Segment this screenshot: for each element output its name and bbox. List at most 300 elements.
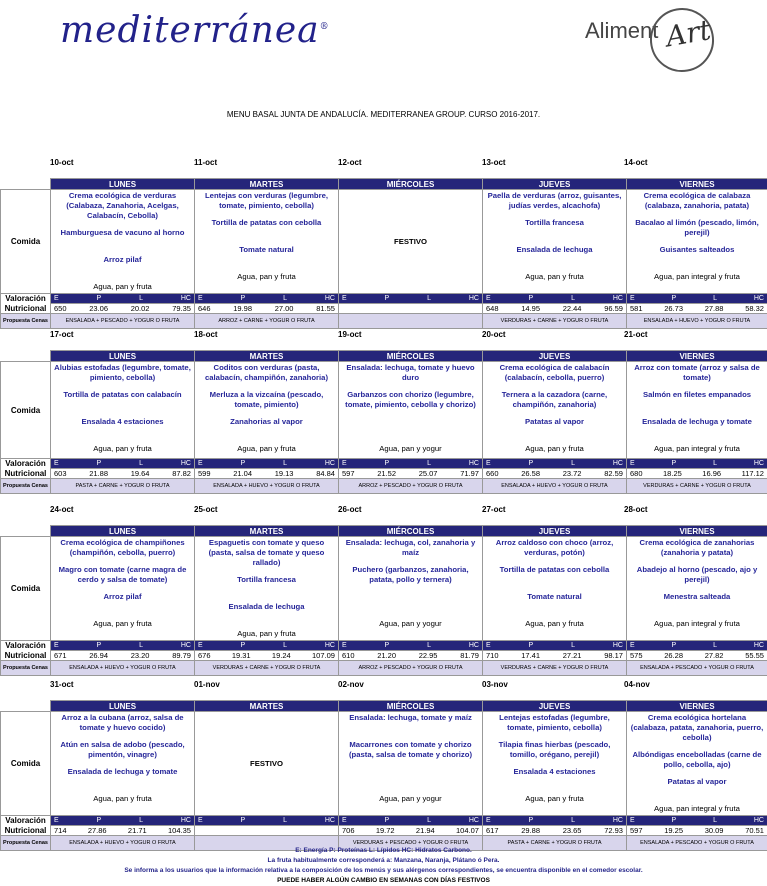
week-menu-table — [0, 350, 767, 494]
second-course: Tortilla de patatas con cebolla — [211, 218, 322, 227]
nutrition-value: 19.64 — [130, 469, 150, 478]
nutrition-header-label: L — [713, 460, 717, 467]
second-course: Tortilla francesa — [525, 218, 584, 227]
nutrition-value: 671 — [54, 651, 67, 660]
second-course: Tortilla francesa — [237, 575, 296, 584]
nutrition-header-label: P — [240, 295, 246, 302]
dinner-proposal: VERDURAS + CARNE + YOGUR O FRUTA — [483, 661, 627, 676]
nutrition-header-label: P — [671, 295, 677, 302]
nutrition-header-label: HC — [753, 460, 764, 467]
day-header: VIERNES — [627, 351, 767, 362]
nutrition-value: 25.07 — [418, 469, 438, 478]
first-course: Crema ecológica de verduras (Calabaza, Zanahoria, Acelgas, Calabacín, Cebolla) — [66, 191, 179, 220]
meal-cell — [627, 712, 767, 816]
nutrition-value: 20.02 — [130, 304, 150, 313]
nutrition-values — [195, 651, 339, 661]
propuesta-cenas-label: Propuesta Cenas — [1, 836, 51, 851]
nutrition-header-label: L — [283, 295, 287, 302]
nutrition-header-label: L — [571, 295, 575, 302]
drink-bread-dessert: Agua, pan y fruta — [525, 444, 584, 453]
nutrition-value: 55.55 — [745, 651, 764, 660]
nutrition-header — [195, 641, 339, 651]
nutrition-value: 22.44 — [562, 304, 582, 313]
nutrition-values — [627, 469, 767, 479]
drink-bread-dessert: Agua, pan y fruta — [525, 272, 584, 281]
dinner-proposal: ARROZ + PESCADO + YOGUR O FRUTA — [339, 661, 483, 676]
nutrition-header-label: P — [240, 460, 246, 467]
day-date: 24-oct — [50, 505, 74, 514]
nutrition-value: 19.72 — [375, 826, 395, 835]
nutrition-values — [51, 826, 195, 836]
nutrition-header-label: E — [630, 295, 635, 302]
nutrition-header-label: P — [384, 817, 390, 824]
nutrition-header-label: E — [54, 295, 59, 302]
nutrition-value: 98.17 — [604, 651, 623, 660]
meal-cell — [51, 190, 195, 294]
valoracion-label: Valoración — [1, 294, 51, 304]
valoracion-label: Valoración — [1, 816, 51, 826]
day-header: MARTES — [195, 351, 339, 362]
day-header: JUEVES — [483, 351, 627, 362]
week-menu-table — [0, 178, 767, 329]
nutrition-values — [627, 651, 767, 661]
nutrition-value: 19.31 — [231, 651, 251, 660]
day-date: 12-oct — [338, 158, 362, 167]
art-circle-logo: Art — [645, 3, 719, 77]
day-date: 21-oct — [624, 330, 648, 339]
nutrition-header-label: E — [54, 460, 59, 467]
nutrition-header-label: HC — [753, 817, 764, 824]
nutrition-header — [339, 641, 483, 651]
week-menu-table — [0, 700, 767, 851]
dinner-proposal: ARROZ + CARNE + YOGUR O FRUTA — [195, 314, 339, 329]
nutrition-header — [339, 816, 483, 826]
nutrition-header-label: HC — [612, 642, 623, 649]
second-course: Magro con tomate (carne magra de cerdo y salsa de tomate) — [58, 565, 187, 584]
first-course: Ensalada: lechuga, col, zanahoria y maíz — [345, 538, 476, 557]
dinner-proposal: VERDURAS + PESCADO + YOGUR O FRUTA — [339, 836, 483, 851]
nutrition-value: 23.06 — [89, 304, 108, 313]
nutrition-value: 21.52 — [377, 469, 396, 478]
meal-cell — [627, 537, 767, 641]
nutrition-value: 89.79 — [172, 651, 191, 660]
nutrition-header-label: E — [342, 642, 347, 649]
nutrition-value: 79.35 — [172, 304, 191, 313]
nutrition-header-label: E — [486, 295, 491, 302]
drink-bread-dessert: Agua, pan integral y fruta — [654, 272, 740, 281]
nutrition-header-label: E — [630, 817, 635, 824]
nutrition-value: 71.97 — [460, 469, 479, 478]
nutrition-header — [195, 459, 339, 469]
side-dish: Ensalada 4 estaciones — [513, 767, 596, 776]
nutrition-header-label: L — [139, 642, 143, 649]
nutrition-header-label: L — [427, 817, 431, 824]
comida-label: Comida — [1, 712, 51, 816]
nutrition-value: 676 — [198, 651, 211, 660]
nutrition-value: 27.00 — [274, 304, 294, 313]
nutrition-header — [51, 294, 195, 304]
week-block — [0, 330, 767, 500]
nutrition-value: 19.24 — [271, 651, 291, 660]
nutrition-header-label: P — [528, 295, 534, 302]
nutrition-values — [339, 651, 483, 661]
nutrition-values — [195, 304, 339, 314]
nutrition-value: 19.13 — [274, 469, 294, 478]
page-header — [0, 0, 767, 95]
day-date: 18-oct — [194, 330, 218, 339]
nutrition-header — [627, 641, 767, 651]
nutrition-header — [195, 816, 339, 826]
nutrition-value: 610 — [342, 651, 355, 660]
nutrition-header-label: E — [198, 295, 203, 302]
meal-cell — [483, 712, 627, 816]
side-dish: Zanahorias al vapor — [230, 417, 303, 426]
dinner-proposal: ENSALADA + HUEVO + YOGUR O FRUTA — [51, 836, 195, 851]
nutrition-header-label: P — [384, 642, 390, 649]
day-header: VIERNES — [627, 179, 767, 190]
nutricional-label: Nutricional — [1, 304, 51, 314]
day-header: JUEVES — [483, 526, 627, 537]
nutrition-value: 104.07 — [456, 826, 479, 835]
nutrition-value: 710 — [486, 651, 499, 660]
side-dish: Tomate natural — [527, 592, 582, 601]
drink-bread-dessert: Agua, pan y fruta — [93, 444, 152, 453]
second-course: Puchero (garbanzos, zanahoria, patata, pollo y ternera) — [352, 565, 469, 584]
day-header: MARTES — [195, 701, 339, 712]
meal-cell — [339, 190, 483, 294]
day-header: MIÉRCOLES — [339, 179, 483, 190]
first-course: Lentejas con verduras (legumbre, tomate, pimiento, cebolla) — [204, 191, 329, 210]
nutrition-header — [627, 294, 767, 304]
nutrition-header-label: E — [54, 817, 59, 824]
alimentart-logo: Aliment — [585, 18, 659, 43]
nutrition-value: 27.88 — [704, 304, 724, 313]
first-course: Espaguetis con tomate y queso (pasta, salsa de tomate y queso rallado) — [208, 538, 325, 567]
day-header: VIERNES — [627, 526, 767, 537]
nutrition-value: 14.95 — [521, 304, 540, 313]
dinner-proposal: PASTA + CARNE + YOGUR O FRUTA — [51, 479, 195, 494]
nutrition-value: 22.95 — [418, 651, 438, 660]
nutrition-value: 16.96 — [702, 469, 722, 478]
drink-bread-dessert: Agua, pan y yogur — [379, 794, 442, 803]
nutrition-header-label: HC — [324, 460, 335, 467]
nutrition-header-label: HC — [180, 460, 191, 467]
nutrition-header-label: E — [342, 295, 347, 302]
nutrition-value: 660 — [486, 469, 499, 478]
side-dish: Ensalada 4 estaciones — [81, 417, 164, 426]
day-date: 03-nov — [482, 680, 508, 689]
festivo-label: FESTIVO — [250, 758, 283, 768]
side-dish — [341, 592, 480, 612]
meal-cell — [195, 362, 339, 459]
nutrition-header-label: E — [198, 817, 203, 824]
comida-label: Comida — [1, 362, 51, 459]
nutrition-value: 107.09 — [312, 651, 335, 660]
nutrition-values — [483, 826, 627, 836]
side-dish: Arroz pilaf — [103, 255, 142, 264]
nutrition-header-label: E — [486, 642, 491, 649]
day-header: LUNES — [51, 526, 195, 537]
nutrition-value: 27.82 — [704, 651, 724, 660]
footer-holiday-note: PUEDE HABER ALGÚN CAMBIO EN SEMANAS CON DÍAS FESTIVOS — [277, 877, 490, 884]
nutricional-label: Nutricional — [1, 651, 51, 661]
nutrition-value: 603 — [54, 469, 67, 478]
dinner-proposal: VERDURAS + CARNE + YOGUR O FRUTA — [483, 314, 627, 329]
nutrition-header-label: E — [54, 642, 59, 649]
day-header: MARTES — [195, 179, 339, 190]
nutricional-label: Nutricional — [1, 469, 51, 479]
day-date: 25-oct — [194, 505, 218, 514]
nutrition-header-label: P — [528, 642, 534, 649]
valoracion-label: Valoración — [1, 459, 51, 469]
first-course: Lentejas estofadas (legumbre, tomate, pimiento, cebolla) — [499, 713, 610, 732]
nutrition-value: 19.98 — [233, 304, 252, 313]
nutrition-header-label: HC — [753, 295, 764, 302]
day-date: 14-oct — [624, 158, 648, 167]
dinner-proposal: ENSALADA + HUEVO + YOGUR O FRUTA — [51, 661, 195, 676]
nutrition-header-label: E — [630, 642, 635, 649]
nutrition-value: 26.94 — [89, 651, 108, 660]
nutrition-value: 81.79 — [460, 651, 479, 660]
nutrition-values — [51, 304, 195, 314]
second-course: Albóndigas encebolladas (carne de pollo, cebolla, ajo) — [632, 750, 762, 769]
nutrition-value: 81.55 — [316, 304, 335, 313]
dinner-proposal: ARROZ + PESCADO + YOGUR O FRUTA — [339, 479, 483, 494]
side-dish: Ensalada de lechuga — [228, 602, 305, 611]
second-course: Salmón en filetes empanados — [642, 390, 752, 399]
week-block — [0, 505, 767, 675]
nutrition-value: 27.21 — [562, 651, 582, 660]
nutrition-value: 58.32 — [745, 304, 764, 313]
meal-cell — [339, 362, 483, 459]
drink-bread-dessert: Agua, pan y fruta — [525, 619, 584, 628]
drink-bread-dessert: Agua, pan y yogur — [379, 444, 442, 453]
nutrition-values — [339, 304, 483, 314]
menu-title: MENU BASAL JUNTA DE ANDALUCÍA. MEDITERRANEA GROUP. CURSO 2016-2017. — [226, 110, 541, 119]
side-dish: Guisantes salteados — [659, 245, 735, 254]
nutrition-values — [195, 469, 339, 479]
nutrition-values — [51, 469, 195, 479]
meal-cell — [339, 537, 483, 641]
second-course: Tortilla de patatas con calabacín — [63, 390, 182, 399]
nutrition-header-label: HC — [324, 642, 335, 649]
nutrition-value: 706 — [342, 826, 355, 835]
propuesta-cenas-label: Propuesta Cenas — [1, 661, 51, 676]
second-course: Abadejo al horno (pescado, ajo y perejil) — [636, 565, 758, 584]
first-course: Ensalada: lechuga, tomate y huevo duro — [346, 363, 475, 382]
nutrition-value: 597 — [342, 469, 355, 478]
nutrition-value: 26.28 — [664, 651, 683, 660]
nutrition-header-label: P — [96, 642, 102, 649]
dinner-proposal: ENSALADA + PESCADO + YOGUR O FRUTA — [627, 661, 767, 676]
drink-bread-dessert: Agua, pan y fruta — [93, 794, 152, 803]
nutrition-values — [339, 826, 483, 836]
nutrition-header-label: P — [528, 460, 534, 467]
comida-label: Comida — [1, 190, 51, 294]
nutrition-value: 19.25 — [664, 826, 683, 835]
drink-bread-dessert: Agua, pan y fruta — [93, 619, 152, 628]
day-date: 20-oct — [482, 330, 506, 339]
nutrition-header-label: P — [384, 295, 390, 302]
nutrition-values — [483, 651, 627, 661]
nutrition-value: 104.35 — [168, 826, 191, 835]
nutrition-header — [483, 816, 627, 826]
drink-bread-dessert: Agua, pan y fruta — [525, 794, 584, 803]
nutrition-value: 21.94 — [415, 826, 435, 835]
day-date: 17-oct — [50, 330, 74, 339]
nutrition-value: 72.93 — [604, 826, 623, 835]
day-date: 27-oct — [482, 505, 506, 514]
nutrition-value: 84.84 — [316, 469, 335, 478]
side-dish: Arroz pilaf — [103, 592, 142, 601]
second-course: Hamburguesa de vacuno al horno — [60, 228, 185, 237]
nutrition-header-label: HC — [468, 642, 479, 649]
nutrition-header-label: L — [283, 460, 287, 467]
drink-bread-dessert: Agua, pan integral y fruta — [654, 804, 740, 813]
nutrition-header-label: E — [198, 642, 203, 649]
dinner-proposal: ENSALADA + PESCADO + YOGUR O FRUTA — [51, 314, 195, 329]
comida-label: Comida — [1, 537, 51, 641]
nutrition-header-label: P — [96, 295, 102, 302]
nutrition-header-label: P — [671, 642, 677, 649]
mediterranea-logo: mediterránea® — [60, 10, 330, 51]
nutrition-header-label: HC — [612, 460, 623, 467]
day-date: 28-oct — [624, 505, 648, 514]
week-menu-table — [0, 525, 767, 676]
footer-notes — [0, 846, 767, 886]
nutrition-value: 23.72 — [562, 469, 582, 478]
nutrition-header — [483, 641, 627, 651]
nutrition-header-label: E — [342, 817, 347, 824]
meal-cell — [51, 362, 195, 459]
nutrition-header-label: HC — [468, 817, 479, 824]
drink-bread-dessert: Agua, pan y fruta — [237, 272, 296, 281]
nutrition-header-label: E — [630, 460, 635, 467]
day-header: JUEVES — [483, 179, 627, 190]
side-dish — [341, 767, 480, 787]
nutrition-value: 17.41 — [521, 651, 540, 660]
nutrition-header-label: P — [240, 642, 246, 649]
nutrition-header-label: L — [283, 642, 287, 649]
day-date: 26-oct — [338, 505, 362, 514]
second-course: Merluza a la vizcaína (pescado, tomate, pimiento) — [209, 390, 324, 409]
nutrition-header-label: L — [713, 642, 717, 649]
nutrition-value: 18.25 — [663, 469, 682, 478]
nutrition-header-label: L — [139, 295, 143, 302]
nutrition-header-label: L — [283, 817, 287, 824]
nutrition-value: 87.82 — [172, 469, 191, 478]
nutrition-header-label: HC — [468, 295, 479, 302]
valoracion-label: Valoración — [1, 641, 51, 651]
nutrition-header — [51, 459, 195, 469]
footer-fruit-note: La fruta habitualmente corresponderá a: Manzana, Naranja, Plátano ó Pera. — [267, 857, 500, 864]
day-header: MIÉRCOLES — [339, 351, 483, 362]
first-course: Crema ecológica de zanahorias (zanahoria y patata) — [639, 538, 755, 557]
nutrition-value: 680 — [630, 469, 643, 478]
nutrition-value: 29.88 — [521, 826, 540, 835]
meal-cell — [483, 190, 627, 294]
nutrition-value: 23.65 — [562, 826, 582, 835]
nutrition-value: 21.04 — [233, 469, 252, 478]
nutrition-header-label: E — [342, 460, 347, 467]
nutrition-value: 648 — [486, 304, 499, 313]
nutrition-header-label: L — [713, 295, 717, 302]
side-dish — [341, 417, 480, 437]
dinner-proposal: VERDURAS + CARNE + YOGUR O FRUTA — [627, 479, 767, 494]
nutrition-header-label: L — [713, 817, 717, 824]
nutrition-header-label: HC — [180, 817, 191, 824]
nutrition-header-label: HC — [753, 642, 764, 649]
nutrition-value: 599 — [198, 469, 211, 478]
nutrition-header — [627, 816, 767, 826]
nutrition-header-label: L — [139, 817, 143, 824]
day-date: 10-oct — [50, 158, 74, 167]
day-header: MIÉRCOLES — [339, 701, 483, 712]
nutrition-values — [195, 826, 339, 836]
first-course: Paella de verduras (arroz, guisantes, judías verdes, alcachofa) — [487, 191, 622, 210]
side-dish: Patatas al vapor — [667, 777, 727, 786]
nutrition-header-label: HC — [612, 817, 623, 824]
drink-bread-dessert: Agua, pan integral y fruta — [654, 619, 740, 628]
nutrition-header — [51, 816, 195, 826]
nutrition-header-label: HC — [180, 295, 191, 302]
nutrition-values — [627, 304, 767, 314]
second-course: Macarrones con tomate y chorizo (pasta, salsa de tomate y chorizo) — [348, 740, 473, 759]
week-dates — [50, 330, 767, 344]
second-course: Tilapia finas hierbas (pescado, tomillo, orégano, perejil) — [498, 740, 611, 759]
meal-cell — [195, 190, 339, 294]
nutrition-header — [483, 294, 627, 304]
nutrition-header — [195, 294, 339, 304]
day-date: 13-oct — [482, 158, 506, 167]
nutrition-header-label: L — [571, 642, 575, 649]
side-dish: Tomate natural — [239, 245, 294, 254]
nutricional-label: Nutricional — [1, 826, 51, 836]
day-header: LUNES — [51, 179, 195, 190]
nutrition-values — [51, 651, 195, 661]
dinner-proposal: PASTA + CARNE + YOGUR O FRUTA — [483, 836, 627, 851]
day-date: 11-oct — [194, 158, 218, 167]
nutrition-values — [483, 304, 627, 314]
week-block — [0, 158, 767, 328]
nutrition-value: 581 — [630, 304, 643, 313]
nutrition-header-label: HC — [324, 817, 335, 824]
day-header: JUEVES — [483, 701, 627, 712]
nutrition-header-label: P — [671, 460, 677, 467]
meal-cell — [483, 537, 627, 641]
day-date: 19-oct — [338, 330, 362, 339]
day-header: LUNES — [51, 701, 195, 712]
nutrition-header-label: L — [427, 460, 431, 467]
day-header: LUNES — [51, 351, 195, 362]
side-dish: Ensalada de lechuga y tomate — [67, 767, 178, 776]
dinner-proposal — [339, 314, 483, 329]
nutrition-value: 70.51 — [745, 826, 764, 835]
day-header: MARTES — [195, 526, 339, 537]
side-dish: Ensalada de lechuga — [516, 245, 593, 254]
nutrition-value: 27.86 — [87, 826, 107, 835]
meal-cell — [339, 712, 483, 816]
second-course: Tortilla de patatas con cebolla — [499, 565, 610, 574]
nutrition-header-label: P — [96, 817, 102, 824]
second-course: Ternera a la cazadora (carne, champiñón, zanahoria) — [501, 390, 608, 409]
nutrition-value: 82.59 — [604, 469, 623, 478]
first-course: Ensalada: lechuga, tomate y maíz — [349, 713, 472, 722]
nutrition-value: 30.09 — [704, 826, 724, 835]
nutrition-value: 21.20 — [377, 651, 396, 660]
drink-bread-dessert: Agua, pan y fruta — [237, 444, 296, 453]
day-date: 01-nov — [194, 680, 220, 689]
